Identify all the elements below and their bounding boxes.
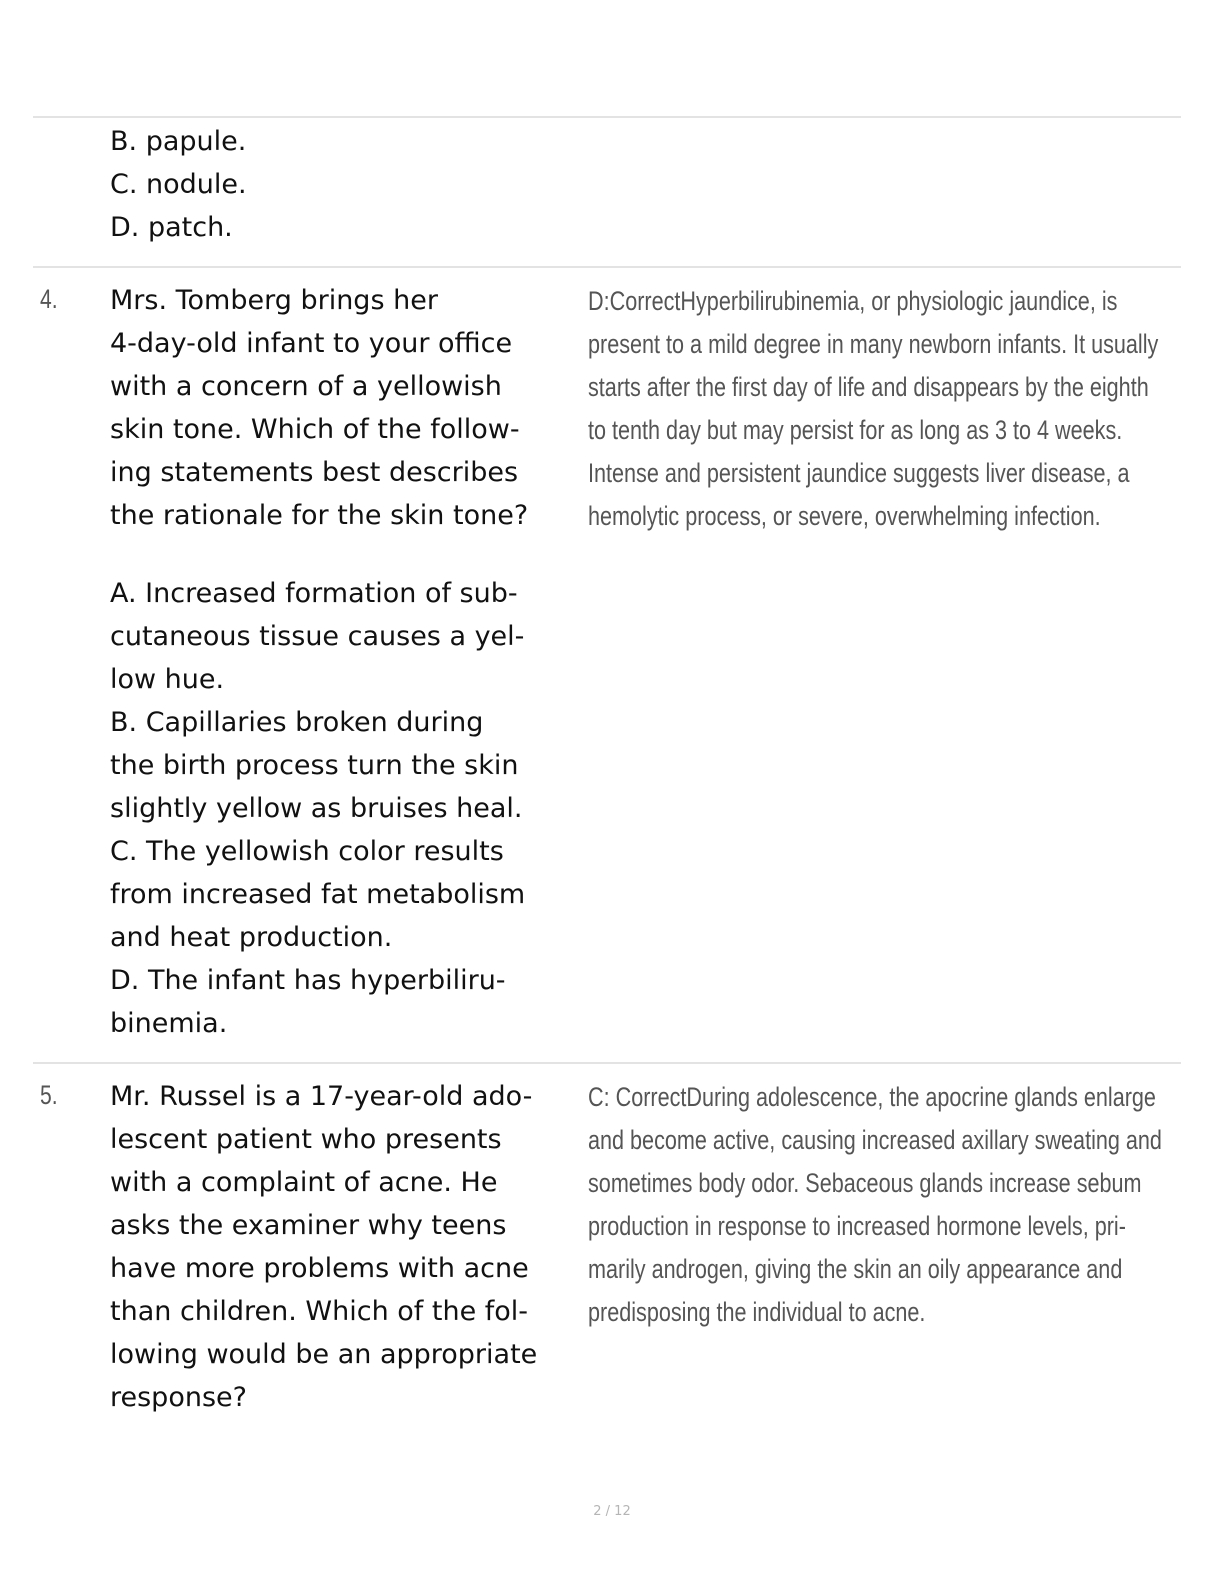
divider-q5 bbox=[33, 1062, 1181, 1064]
rationale-5-line: predisposing the individual to acne. bbox=[588, 1297, 926, 1327]
option-b: B. Capillaries broken during the birth process turn the skin slightly yellow as bruises heal. bbox=[110, 707, 523, 824]
question-4-rationale bbox=[588, 280, 1164, 538]
question-number-5: 5. bbox=[40, 1080, 58, 1110]
question-5-line: with a complaint of acne. He bbox=[110, 1167, 498, 1198]
rationale-4-line: to tenth day but may persist for as long as 3 to 4 weeks. bbox=[588, 415, 1123, 445]
question-5-line: lescent patient who presents bbox=[110, 1124, 502, 1155]
question-4-line: 4-day-old infant to your office bbox=[110, 328, 513, 359]
question-5-text bbox=[110, 1075, 580, 1419]
question-5-line: Mr. Russel is a 17-year-old ado- bbox=[110, 1081, 533, 1112]
option-c: C. The yellowish color results from increased fat metabolism and heat production. bbox=[110, 836, 526, 953]
option-a: A. Increased formation of sub- cutaneous tissue causes a yel- low hue. bbox=[110, 578, 525, 695]
rationale-4-line: starts after the first day of life and disappears by the eighth bbox=[588, 372, 1149, 402]
question-number-4: 4. bbox=[40, 284, 58, 314]
rationale-4-line: hemolytic process, or severe, overwhelming infection. bbox=[588, 501, 1101, 531]
option-d: D. The infant has hyperbiliru- binemia. bbox=[110, 965, 506, 1039]
prev-option-b: B. papule. bbox=[110, 126, 247, 157]
rationale-5-line: marily androgen, giving the skin an oily appearance and bbox=[588, 1254, 1123, 1284]
question-5-line: asks the examiner why teens bbox=[110, 1210, 507, 1241]
question-4-options bbox=[110, 572, 580, 1045]
question-5-line: lowing would be an appropriate bbox=[110, 1339, 538, 1370]
divider-top bbox=[33, 116, 1181, 118]
divider-q4 bbox=[33, 266, 1181, 268]
prev-option-d: D. patch. bbox=[110, 212, 233, 243]
rationale-5-line: sometimes body odor. Sebaceous glands increase sebum bbox=[588, 1168, 1142, 1198]
question-4-line: the rationale for the skin tone? bbox=[110, 500, 529, 531]
question-4-line: skin tone. Which of the follow- bbox=[110, 414, 520, 445]
rationale-5-line: C: CorrectDuring adolescence, the apocrine glands enlarge bbox=[588, 1082, 1156, 1112]
rationale-4-line: present to a mild degree in many newborn infants. It usually bbox=[588, 329, 1159, 359]
question-4-line: Mrs. Tomberg brings her bbox=[110, 285, 438, 316]
question-4-line: with a concern of a yellowish bbox=[110, 371, 502, 402]
page-number: 2 / 12 bbox=[593, 1504, 631, 1519]
prev-question-options bbox=[110, 120, 580, 249]
prev-option-c: C. nodule. bbox=[110, 169, 247, 200]
rationale-4-line: D:CorrectHyperbilirubinemia, or physiologic jaundice, is bbox=[588, 286, 1118, 316]
question-5-rationale bbox=[588, 1076, 1164, 1334]
question-5-line: have more problems with acne bbox=[110, 1253, 529, 1284]
rationale-4-line: Intense and persistent jaundice suggests liver disease, a bbox=[588, 458, 1130, 488]
question-5-line: response? bbox=[110, 1382, 247, 1413]
rationale-5-line: production in response to increased hormone levels, pri- bbox=[588, 1211, 1126, 1241]
rationale-5-line: and become active, causing increased axillary sweating and bbox=[588, 1125, 1162, 1155]
question-4-text bbox=[110, 279, 580, 537]
question-5-line: than children. Which of the fol- bbox=[110, 1296, 529, 1327]
question-4-line: ing statements best describes bbox=[110, 457, 519, 488]
